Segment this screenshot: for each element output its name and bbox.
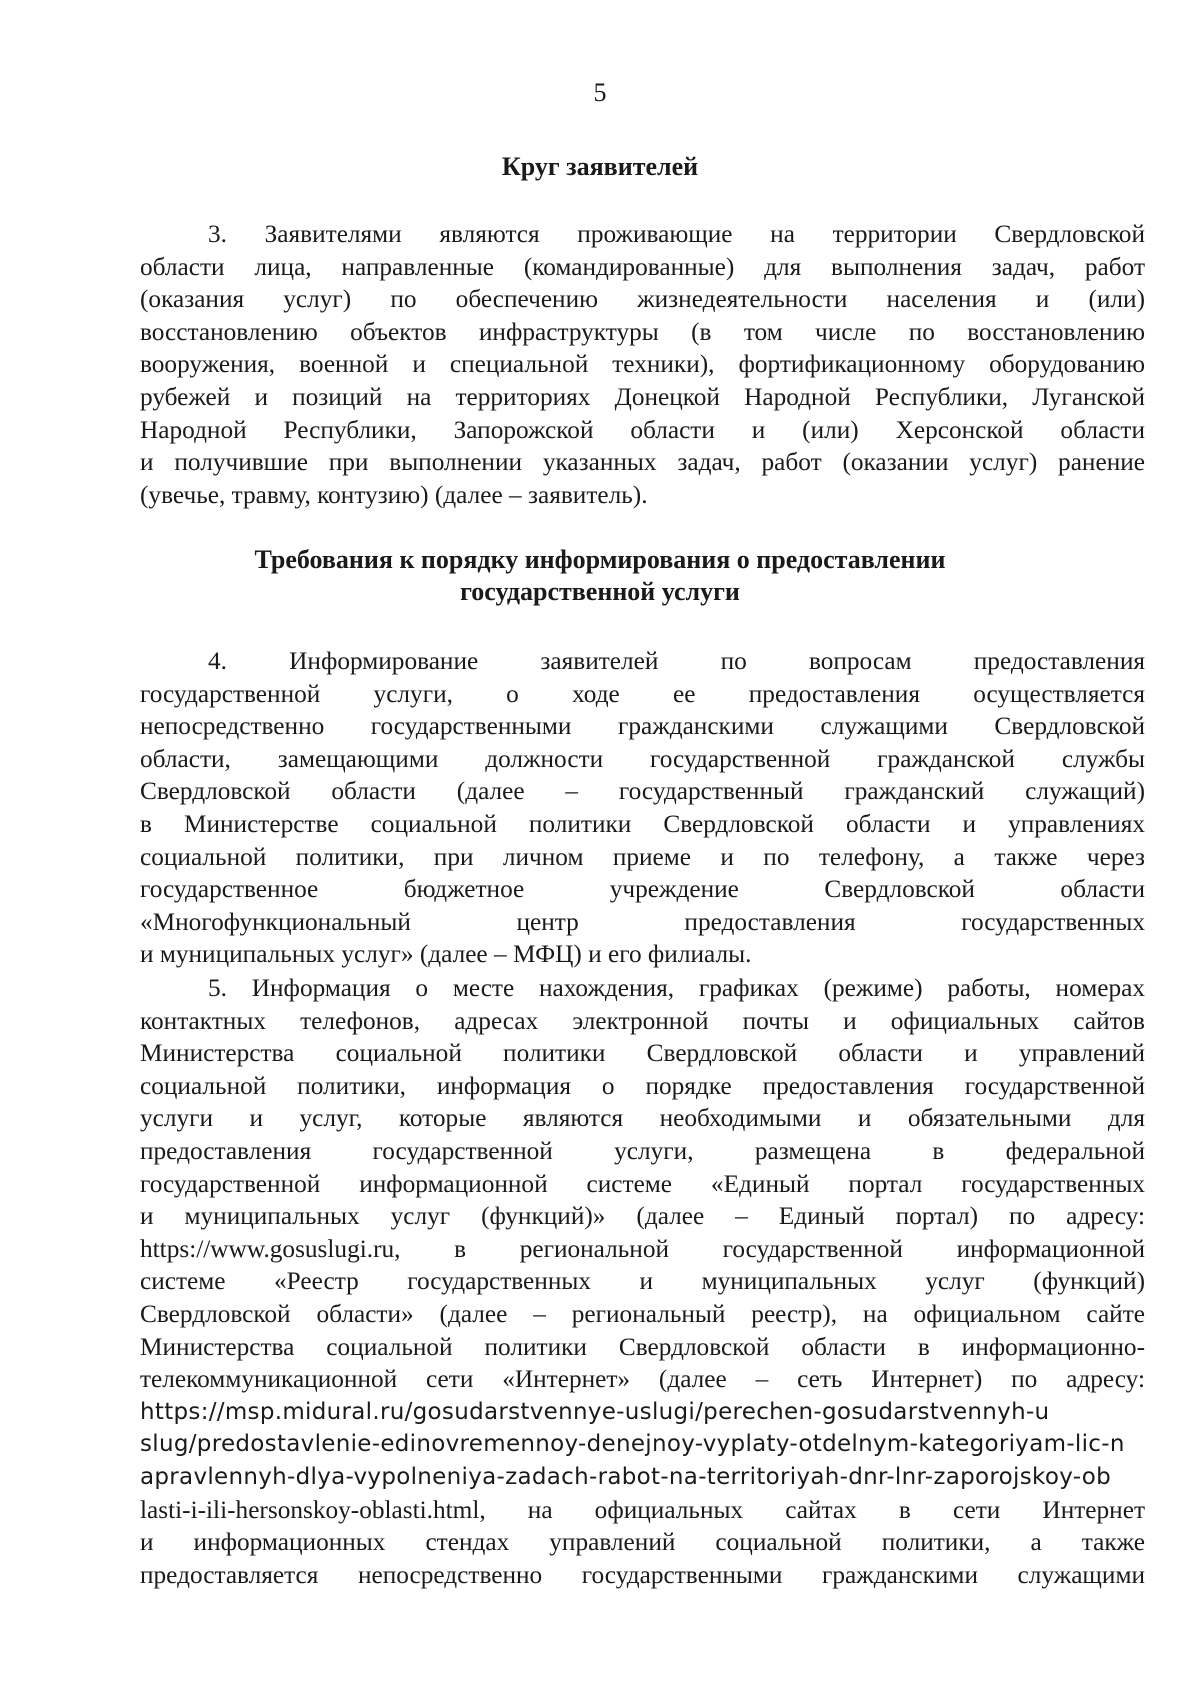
paragraph-4-line: в Министерстве социальной политики Свердловской области и управлениях xyxy=(140,809,1145,838)
section-heading-information-requirements xyxy=(140,544,1060,608)
url-line: slug/predostavlenie-edinovremennoy-denejnoy-vyplaty-otdelnym-kategoriyam-lic-n xyxy=(140,1431,1125,1458)
url-line: https://msp.midural.ru/gosudarstvennye-uslugi/perechen-gosudarstvennyh-u xyxy=(140,1398,1050,1425)
paragraph-5 xyxy=(140,972,1145,1591)
paragraph-5-line: и муниципальных услуг (функций)» (далее – Единый портал) по адресу: xyxy=(140,1202,1145,1231)
paragraph-4-line: области, замещающими должности государственной гражданской службы xyxy=(140,744,1145,773)
paragraph-4-line: государственное бюджетное учреждение Свердловской области xyxy=(140,875,1145,904)
paragraph-5-line: государственной информационной системе «Единый портал государственных xyxy=(140,1169,1145,1198)
heading-line: государственной услуги xyxy=(460,577,740,606)
paragraph-4-line: и муниципальных услуг» (далее – МФЦ) и его филиалы. xyxy=(140,940,752,969)
paragraph-5-line: lasti-i-ili-hersonskoy-oblasti.html, на официальных сайтах в сети Интернет xyxy=(140,1495,1145,1524)
page-number: 5 xyxy=(593,78,607,107)
paragraph-3 xyxy=(140,218,1145,511)
paragraph-3-line: области лица, направленные (командированные) для выполнения задач, работ xyxy=(140,252,1145,281)
paragraph-4-line: государственной услуги, о ходе ее предоставления осуществляется xyxy=(140,679,1145,708)
paragraph-5-line: системе «Реестр государственных и муниципальных услуг (функций) xyxy=(140,1267,1145,1296)
paragraph-5-line: предоставления государственной услуги, размещена в федеральной xyxy=(140,1136,1145,1165)
paragraph-4-line: социальной политики, при личном приеме и по телефону, а также через xyxy=(140,842,1145,871)
paragraph-3-line: и получившие при выполнении указанных задач, работ (оказании услуг) ранение xyxy=(140,448,1145,477)
paragraph-5-line: Министерства социальной политики Свердловской области в информационно- xyxy=(140,1332,1145,1361)
paragraph-3-line: 3. Заявителями являются проживающие на территории Свердловской xyxy=(208,220,1145,248)
paragraph-5-line: 5. Информация о месте нахождения, графиках (режиме) работы, номерах xyxy=(208,974,1145,1002)
paragraph-3-line: (оказания услуг) по обеспечению жизнедеятельности населения и (или) xyxy=(140,285,1145,314)
paragraph-4-line: 4. Информирование заявителей по вопросам предоставления xyxy=(208,647,1145,675)
paragraph-4-line: непосредственно государственными гражданскими служащими Свердловской xyxy=(140,712,1145,741)
paragraph-3-line: восстановлению объектов инфраструктуры (в том числе по восстановлению xyxy=(140,317,1145,346)
paragraph-5-line: предоставляется непосредственно государственными гражданскими служащими xyxy=(140,1560,1145,1589)
paragraph-5-line: и информационных стендах управлений социальной политики, а также xyxy=(140,1528,1145,1557)
paragraph-5-line: услуги и услуг, которые являются необходимыми и обязательными для xyxy=(140,1104,1145,1133)
paragraph-5-line: Свердловской области» (далее – региональный реестр), на официальном сайте xyxy=(140,1299,1145,1328)
paragraph-4-line: «Многофункциональный центр предоставления государственных xyxy=(140,907,1145,936)
url-line: apravlennyh-dlya-vypolneniya-zadach-rabot-na-territoriyah-dnr-lnr-zaporojskoy-ob xyxy=(140,1463,1111,1490)
paragraph-4-line: Свердловской области (далее – государственный гражданский служащий) xyxy=(140,777,1145,806)
section-heading-applicants: Круг заявителей xyxy=(501,152,699,181)
paragraph-5-line: https://www.gosuslugi.ru, в региональной государственной информационной xyxy=(140,1234,1145,1263)
paragraph-3-line: вооружения, военной и специальной техники), фортификационному оборудованию xyxy=(140,350,1145,379)
paragraph-3-line: рубежей и позиций на территориях Донецкой Народной Республики, Луганской xyxy=(140,382,1145,411)
paragraph-5-line: телекоммуникационной сети «Интернет» (далее – сеть Интернет) по адресу: xyxy=(140,1365,1145,1394)
heading-line: Требования к порядку информирования о предоставлении xyxy=(254,545,946,574)
paragraph-5-line: социальной политики, информация о порядке предоставления государственной xyxy=(140,1071,1145,1100)
paragraph-4 xyxy=(140,645,1145,971)
paragraph-5-line: Министерства социальной политики Свердловской области и управлений xyxy=(140,1039,1145,1068)
paragraph-3-line: (увечье, травму, контузию) (далее – заявитель). xyxy=(140,480,648,509)
paragraph-5-line: контактных телефонов, адресах электронной почты и официальных сайтов xyxy=(140,1006,1145,1035)
paragraph-3-line: Народной Республики, Запорожской области и (или) Херсонской области xyxy=(140,415,1145,444)
